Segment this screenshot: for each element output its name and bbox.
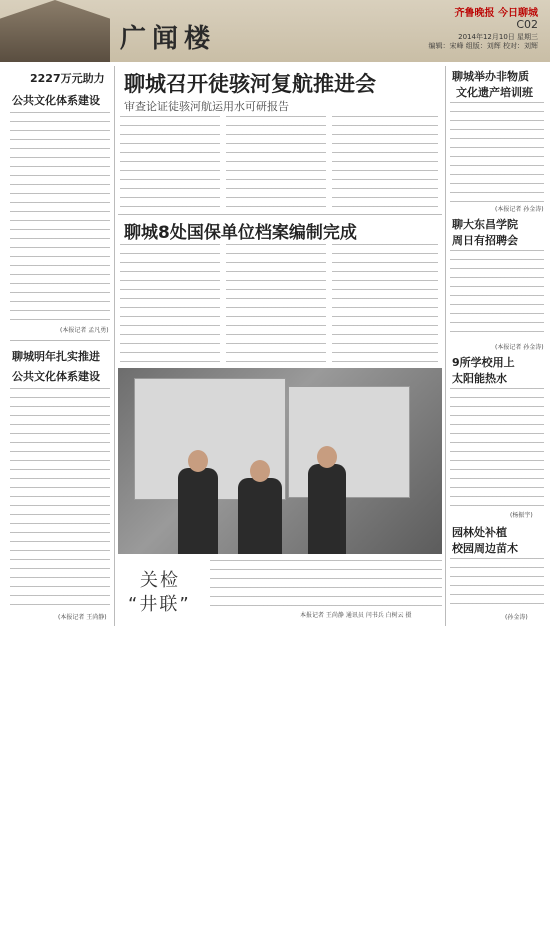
person-head — [188, 450, 208, 472]
date-line: 2014年12月10日 星期三 — [458, 33, 538, 41]
right-article-3-byline: (杨振宇) — [510, 512, 533, 519]
left-article-2-byline: (本报记者 王尚静) — [58, 614, 107, 621]
masthead: 广闻楼 — [120, 24, 217, 54]
container-box — [288, 386, 410, 498]
page-header — [0, 0, 550, 62]
right-article-4-title-line1: 园林处补植 — [452, 526, 507, 539]
main-article-body-col3 — [332, 116, 438, 212]
main-article-body-col1 — [120, 116, 220, 212]
right-article-3-title-line1: 9所学校用上 — [452, 356, 515, 369]
right-article-1-title-line1: 聊城举办非物质 — [452, 70, 529, 83]
right-article-2-title-line2: 周日有招聘会 — [452, 234, 518, 247]
right-article-1-byline: (本报记者 孙金涛) — [495, 206, 544, 213]
left-article-1-title-line2: 公共文化体系建设 — [12, 94, 100, 107]
person-head — [250, 460, 270, 482]
column-divider — [114, 66, 115, 626]
right-article-4-title-line2: 校园周边苗木 — [452, 542, 518, 555]
main-headline: 聊城召开徒骇河复航推进会 — [124, 72, 376, 96]
caption-byline: 本报记者 王尚静 通讯员 闫书兵 白树云 摄 — [300, 612, 412, 619]
right-article-3-body — [450, 388, 544, 508]
person-figure — [178, 468, 218, 554]
right-article-2-title-line1: 聊大东昌学院 — [452, 218, 518, 231]
caption-title-line1: 关检 — [140, 570, 180, 591]
right-article-3-title-line2: 太阳能热水 — [452, 372, 507, 385]
main-subhead: 审查论证徒骇河航运用水可研报告 — [124, 100, 289, 113]
header-info — [429, 33, 538, 51]
editor-line: 编辑：宋峰 组版：刘辉 校对：刘辉 — [428, 42, 538, 50]
left-article-1-title-line1: 2227万元助力 — [30, 72, 105, 85]
person-figure — [308, 464, 346, 554]
header-roof-graphic — [0, 0, 110, 62]
right-article-1-title-line2: 文化遗产培训班 — [456, 86, 533, 99]
right-article-4-body — [450, 558, 544, 610]
second-article-body-col2 — [226, 244, 326, 362]
divider — [118, 214, 442, 215]
person-head — [317, 446, 337, 468]
newspaper-logo: 齐鲁晚报 今日聊城 — [454, 8, 538, 19]
right-article-2-byline: (本报记者 孙金涛) — [495, 344, 544, 351]
left-article-2-title-line1: 聊城明年扎实推进 — [12, 350, 100, 363]
caption-title-line2: “井联” — [128, 594, 191, 615]
news-photo — [118, 368, 442, 554]
left-article-2-body — [10, 388, 110, 610]
divider — [10, 340, 110, 341]
person-figure — [238, 478, 282, 554]
second-article-body-col1 — [120, 244, 220, 362]
right-article-4-byline: (孙金涛) — [505, 614, 528, 621]
left-article-2-title-line2: 公共文化体系建设 — [12, 370, 100, 383]
page-number: C02 — [516, 18, 538, 31]
second-article-body-col3 — [332, 244, 438, 362]
right-article-2-body — [450, 250, 544, 340]
second-headline: 聊城8处国保单位档案编制完成 — [124, 223, 357, 243]
left-article-1-byline: (本报记者 孟凡勇) — [60, 327, 109, 334]
caption-body — [210, 560, 442, 606]
left-article-1-body — [10, 112, 110, 322]
main-article-body-col2 — [226, 116, 326, 212]
right-article-1-body — [450, 102, 544, 202]
column-divider — [445, 66, 446, 626]
